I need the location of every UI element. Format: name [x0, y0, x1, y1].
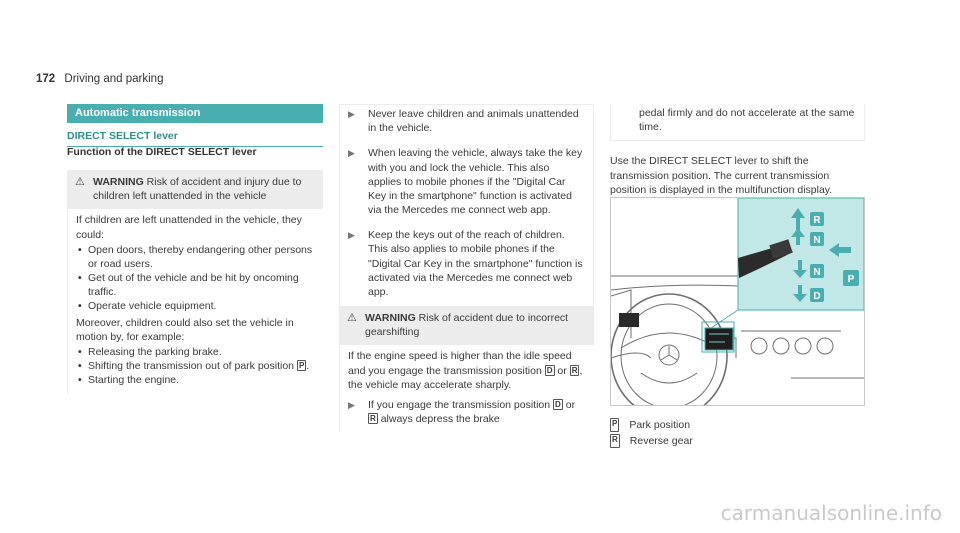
- warning-label: WARNING: [93, 176, 144, 188]
- warning-box-gearshift: [339, 306, 594, 432]
- figure-label-d: D: [813, 291, 821, 302]
- or-text: or: [557, 364, 567, 377]
- key-p-symbol: P: [610, 418, 619, 432]
- arrow-right-icon: ▶: [348, 230, 355, 241]
- section-title: Automatic transmission: [67, 104, 323, 123]
- figure-label-n-upper: N: [813, 235, 821, 246]
- watermark: carmanualsonline.info: [720, 501, 942, 525]
- instruction-item: [348, 107, 585, 135]
- figure-label-r: R: [813, 215, 821, 226]
- page-header: [36, 72, 163, 88]
- key-d-symbol: D: [546, 365, 553, 375]
- list-item: • Operate vehicle equipment.: [76, 299, 315, 313]
- warning-triangle-icon: ⚠: [347, 312, 357, 324]
- list-item: • Open doors, thereby endangering other persons or road users.: [76, 243, 315, 271]
- warning-header: [339, 306, 594, 345]
- legend-item: [610, 418, 693, 432]
- key-r-symbol: R: [571, 365, 578, 375]
- warning-paragraph-text: If the engine speed is higher than the idle speed and you engage the transmission position: [348, 350, 572, 377]
- warning-box-children: [67, 170, 323, 395]
- instruction-text: When leaving the vehicle, always take the key with you and lock the vehicle. This also applies to mobile phones if the "Digital Car Key in the smartphone" function is activated via the Mercedes me connect web app.: [368, 147, 583, 217]
- column-middle: [339, 104, 594, 308]
- list-item-text: Shifting the transmission out of park position: [88, 360, 295, 373]
- warning-paragraph: [348, 349, 586, 392]
- list-item: • Get out of the vehicle and be hit by oncoming traffic.: [76, 271, 315, 299]
- column-right: [610, 104, 865, 197]
- warning-header: [67, 170, 323, 209]
- warning-text-rest: due to children left unattended in the vehicle: [93, 176, 302, 203]
- warning-label: WARNING: [365, 312, 416, 324]
- warning-list: [76, 243, 315, 314]
- subsection-title: DIRECT SELECT lever: [67, 129, 323, 147]
- warning-continued-box: [610, 104, 865, 141]
- instruction-text: Never leave children and animals unattended in the vehicle.: [368, 108, 579, 135]
- instruction-text: [368, 398, 586, 426]
- warning-continued-box: [339, 104, 594, 308]
- intro-paragraph: Use the DIRECT SELECT lever to shift the transmission position. The current transmission position is displayed in the multifunction display.: [610, 155, 833, 196]
- figure-label-n-lower: N: [813, 267, 821, 278]
- key-r-symbol: R: [370, 414, 376, 424]
- arrow-right-icon: ▶: [348, 148, 355, 159]
- warning-text: Risk of accident due to incorrect gearshifting: [365, 312, 569, 339]
- instruction-item: [348, 398, 586, 426]
- arrow-right-icon: ▶: [348, 109, 355, 119]
- warning-body: [339, 345, 594, 432]
- page-number: 172: [36, 73, 56, 85]
- instruction-text: Keep the keys out of the reach of children. This also applies to mobile phones if the "Digital Car Key in the smartphone" function is activated via the Mercedes me connect web app.: [368, 229, 583, 298]
- instruction-text-post: always depress the brake: [380, 413, 500, 426]
- instruction-item: [348, 146, 585, 217]
- instruction-item: [348, 228, 585, 299]
- legend-item: [610, 434, 693, 448]
- chapter-title: Driving and parking: [64, 73, 164, 85]
- or-text: or: [565, 398, 576, 411]
- key-d-symbol: D: [555, 399, 561, 409]
- warning-list-2: [76, 345, 315, 388]
- column-left: [67, 104, 323, 147]
- legend-text: Park position: [629, 419, 691, 431]
- figure-label-p: P: [847, 274, 855, 285]
- list-item: • Starting the engine.: [76, 373, 315, 387]
- list-item: • Releasing the parking brake.: [76, 345, 315, 359]
- warning-text: Risk of accident and injury: [146, 176, 270, 188]
- arrow-right-icon: ▶: [348, 399, 355, 410]
- warning-moreover: Moreover, children could also set the vehicle in motion by, for example:: [76, 316, 294, 343]
- warning-body: [67, 209, 323, 395]
- warning-paragraph-text-end: , the vehicle may accelerate sharply.: [348, 364, 583, 391]
- list-item: • Shifting the transmission out of park position P .: [76, 359, 315, 373]
- pedal-text: pedal firmly and do not accelerate at the same time.: [639, 107, 855, 134]
- legend-text: Reverse gear: [629, 435, 693, 448]
- key-r-symbol: R: [610, 434, 620, 448]
- dashboard-illustration: [611, 198, 864, 405]
- key-p-symbol: P: [298, 361, 305, 371]
- instruction-text-pre: If you engage the transmission position: [368, 398, 551, 411]
- direct-select-lever-figure: [610, 197, 865, 406]
- figure-legend: [610, 418, 693, 450]
- warning-intro: If children are left unattended in the vehicle, they could:: [76, 214, 302, 241]
- warning-triangle-icon: ⚠: [75, 176, 85, 188]
- function-heading: Function of the DIRECT SELECT lever: [67, 146, 257, 158]
